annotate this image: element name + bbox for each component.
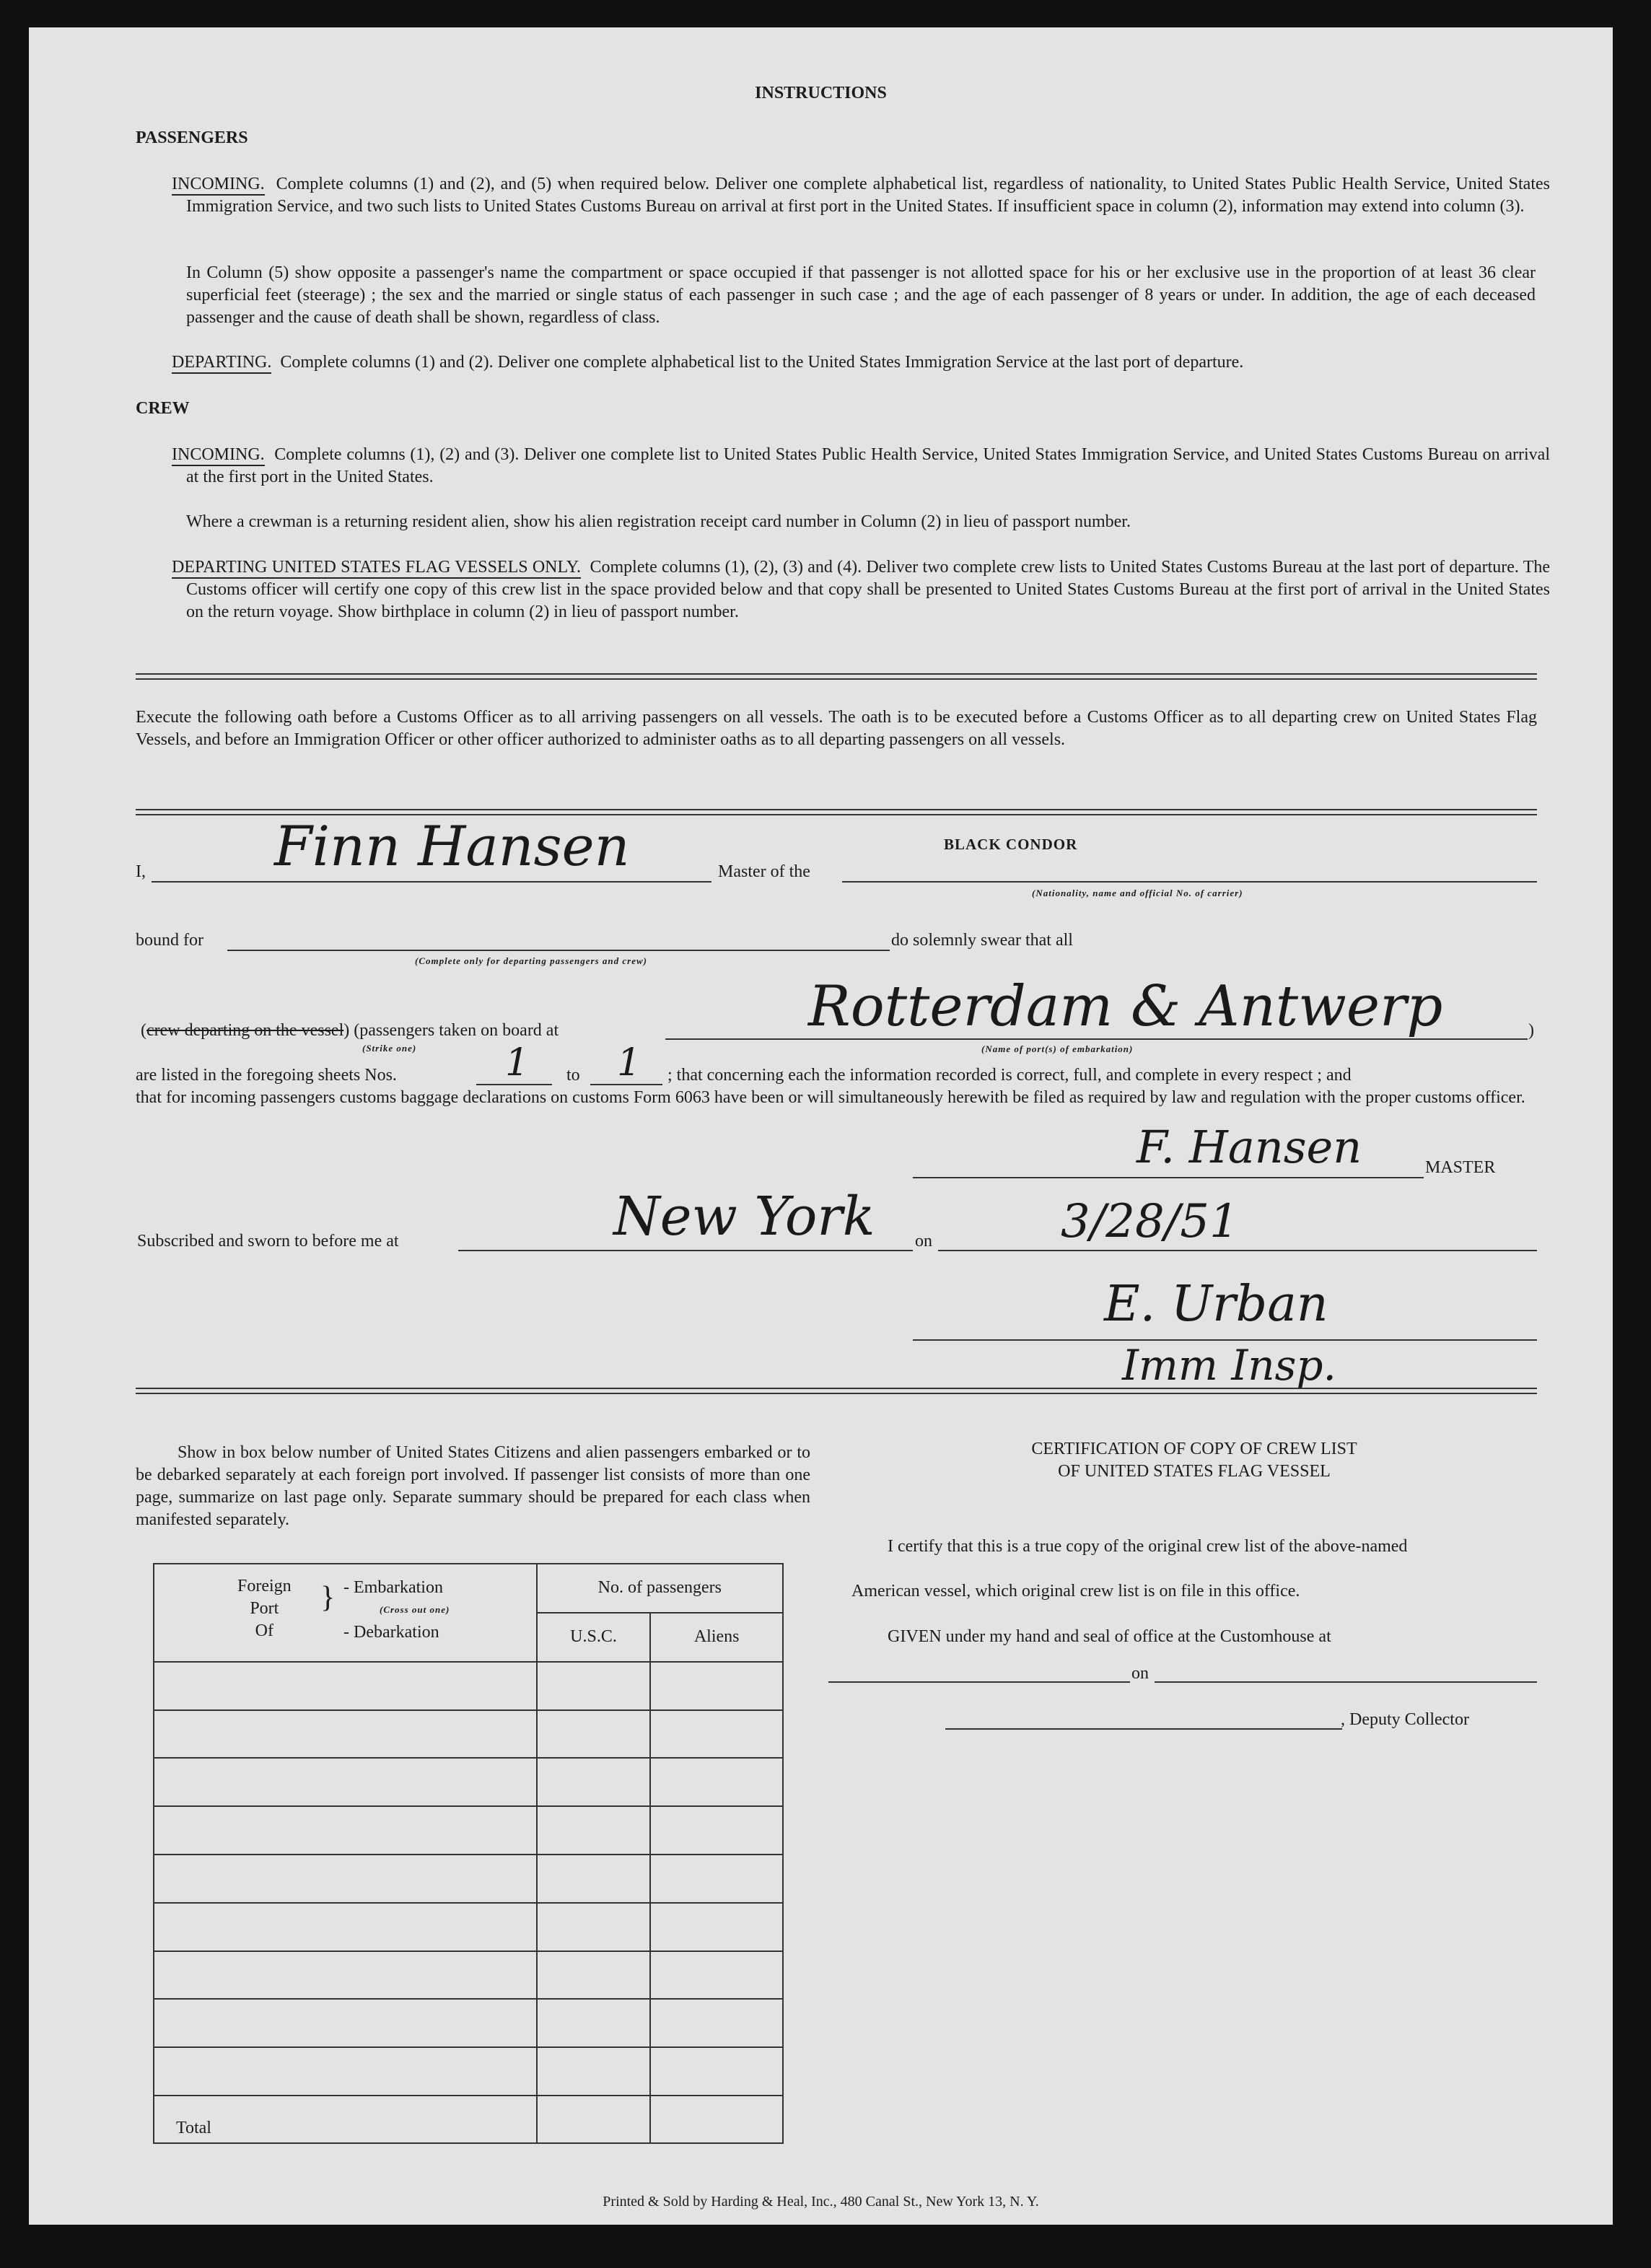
port-cell[interactable] xyxy=(154,1662,537,1710)
certify-text: I certify that this is a true copy of the original crew list of the above-named xyxy=(888,1537,1408,1556)
given-text: GIVEN under my hand and seal of office at the Customhouse at xyxy=(888,1627,1331,1646)
sheets-label: are listed in the foregoing sheets Nos. xyxy=(136,1066,397,1085)
passengers-heading: PASSENGERS xyxy=(136,128,248,147)
port-cell[interactable] xyxy=(154,2047,537,2096)
passenger-summary-table xyxy=(153,1563,784,2144)
crew-alien-paragraph: Where a crewman is a returning resident alien, show his alien registration receipt card number in Column (2) in lieu of passport number. xyxy=(186,512,1131,531)
aliens-cell[interactable] xyxy=(650,1903,783,1951)
master-of-label: Master of the xyxy=(718,862,810,881)
declaration-text: that for incoming passengers customs baggage declarations on customs Form 6063 have been or will simultaneously herewith be filed as required by law and regulation with the proper customs officer. xyxy=(136,1088,1525,1107)
sworn-place-handwritten: New York xyxy=(613,1186,875,1248)
crew-list-form-page xyxy=(29,27,1613,2225)
sheet-from-handwritten: 1 xyxy=(505,1041,530,1085)
port-cell[interactable] xyxy=(154,1999,537,2047)
passengers-incoming-text: Complete columns (1) and (2), and (5) when required below. Deliver one complete alphabetical list, regardless of nationality, to United States Public Health Service, United States Immigration Service, and two such lists to United States Customs Bureau on arrival at first port in the United States. If insufficient space in column (2), information may extend into column (3). xyxy=(186,175,1550,216)
port-cell[interactable] xyxy=(154,1758,537,1806)
certify-vessel-text: American vessel, which original crew list is on file in this office. xyxy=(851,1582,1300,1601)
table-row xyxy=(154,1999,783,2047)
aliens-cell[interactable] xyxy=(650,1758,783,1806)
sheet-to-handwritten: 1 xyxy=(617,1041,641,1085)
debarkation-label: - Debarkation xyxy=(343,1622,439,1642)
sworn-date-handwritten: 3/28/51 xyxy=(1061,1195,1239,1248)
master-label: MASTER xyxy=(1425,1158,1496,1177)
sworn-date-line xyxy=(938,1250,1537,1251)
customhouse-line xyxy=(828,1681,1130,1683)
usc-header: U.S.C. xyxy=(537,1613,651,1662)
of-label: Of xyxy=(255,1621,273,1640)
bound-for-label: bound for xyxy=(136,931,203,950)
aliens-cell[interactable] xyxy=(650,2047,783,2096)
table-row xyxy=(154,1951,783,2000)
passengers-departing-label: DEPARTING. xyxy=(172,353,271,374)
usc-cell[interactable] xyxy=(537,1951,651,2000)
total-label: Total xyxy=(154,2096,537,2143)
table-row xyxy=(154,1855,783,1903)
aliens-header: Aliens xyxy=(650,1613,783,1662)
strike-caption: (Strike one) xyxy=(362,1043,417,1054)
sworn-on-label: on xyxy=(915,1232,932,1251)
passengers-departing-paragraph xyxy=(172,351,1536,374)
usc-cell[interactable] xyxy=(537,1662,651,1710)
master-name-handwritten: Finn Hansen xyxy=(274,814,630,878)
table-row xyxy=(154,1758,783,1806)
sworn-place-line xyxy=(458,1250,913,1251)
certification-title-line2: OF UNITED STATES FLAG VESSEL xyxy=(1058,1462,1331,1481)
embarkation-caption: (Name of port(s) of embarkation) xyxy=(981,1043,1134,1054)
printer-footer: Printed & Sold by Harding & Heal, Inc., 480 Canal St., New York 13, N. Y. xyxy=(603,2194,1039,2210)
aliens-cell[interactable] xyxy=(650,1662,783,1710)
close-paren: ) xyxy=(1528,1021,1534,1040)
officer-signature-handwritten: E. Urban xyxy=(1104,1276,1328,1333)
foreign-port-of-label xyxy=(237,1575,292,1642)
deputy-collector-label: , Deputy Collector xyxy=(1341,1710,1469,1729)
port-cell[interactable] xyxy=(154,1710,537,1759)
port-cell[interactable] xyxy=(154,1806,537,1855)
certification-on-label: on xyxy=(1131,1664,1149,1683)
aliens-total-cell[interactable] xyxy=(650,2096,783,2143)
divider xyxy=(136,673,1537,675)
to-label: to xyxy=(566,1066,580,1085)
crew-incoming-paragraph xyxy=(172,444,1550,489)
vessel-line xyxy=(842,881,1537,883)
port-cell[interactable] xyxy=(154,1903,537,1951)
certification-title xyxy=(851,1438,1537,1483)
usc-cell[interactable] xyxy=(537,2047,651,2096)
vessel-caption: (Nationality, name and official No. of carrier) xyxy=(1032,888,1243,898)
aliens-cell[interactable] xyxy=(650,1855,783,1903)
usc-cell[interactable] xyxy=(537,1806,651,1855)
i-label: I, xyxy=(136,862,146,881)
officer-title-handwritten: Imm Insp. xyxy=(1122,1341,1336,1390)
instructions-title: INSTRUCTIONS xyxy=(755,84,887,102)
total-row xyxy=(154,2096,783,2143)
table-row xyxy=(154,1903,783,1951)
brace-icon: } xyxy=(320,1580,336,1614)
port-label: Port xyxy=(250,1598,279,1618)
aliens-cell[interactable] xyxy=(650,1999,783,2047)
crew-departing-text: Complete columns (1), (2), (3) and (4). Deliver two complete crew lists to United States Customs Bureau at the last port of departure. The Customs officer will certify one copy of this crew list in the space provided below and that copy shall be presented to United States Customs Bureau at the first port of arrival in the United States on the return voyage. Show birthplace in column (2) in lieu of passport number. xyxy=(186,558,1551,621)
usc-cell[interactable] xyxy=(537,1758,651,1806)
aliens-cell[interactable] xyxy=(650,1710,783,1759)
crew-incoming-label: INCOMING. xyxy=(172,445,265,466)
usc-cell[interactable] xyxy=(537,1999,651,2047)
embarkation-label: - Embarkation xyxy=(343,1577,443,1597)
certification-title-line1: CERTIFICATION OF COPY OF CREW LIST xyxy=(1031,1440,1357,1458)
usc-cell[interactable] xyxy=(537,1710,651,1759)
divider xyxy=(136,678,1537,680)
crew-incoming-text: Complete columns (1), (2) and (3). Deliver one complete list to United States Public Health Service, United States Immigration Service, and United States Customs Bureau on arrival at the first port in the United States. xyxy=(186,445,1551,486)
usc-total-cell[interactable] xyxy=(537,2096,651,2143)
vessel-stamp: BLACK CONDOR xyxy=(944,836,1078,853)
divider xyxy=(136,1393,1537,1394)
crew-departing-struck: crew departing on the vessel xyxy=(146,1021,344,1040)
sworn-label: Subscribed and sworn to before me at xyxy=(137,1232,399,1251)
embarkation-ports-handwritten: Rotterdam & Antwerp xyxy=(808,974,1443,1039)
table-row xyxy=(154,1710,783,1759)
port-header-cell xyxy=(154,1564,537,1662)
passengers-column5-paragraph: In Column (5) show opposite a passenger's name the compartment or space occupied if that passenger is not allotted space for his or her exclusive use in the proportion of at least 36 clear superficial feet (steerage) ; the sex and the married or single status of each passenger in such case ; and the age of each passenger of 8 years or under. In addition, the age of each deceased passenger and the cause of death shall be shown, regardless of class. xyxy=(186,263,1536,327)
table-row xyxy=(154,1806,783,1855)
summary-instructions: Show in box below number of United States Citizens and alien passengers embarked or to be debarked separately at each foreign port involved. If passenger list consists of more than one page, summarize on last page only. Separate summary should be prepared for each class when manifested separately. xyxy=(136,1443,810,1529)
crew-or-passengers-line xyxy=(141,1020,559,1042)
sheets-rest: ; that concerning each the information recorded is correct, full, and complete in every respect ; and xyxy=(667,1066,1352,1085)
usc-cell[interactable] xyxy=(537,1903,651,1951)
usc-cell[interactable] xyxy=(537,1855,651,1903)
foreign-label: Foreign xyxy=(237,1576,292,1595)
table-row xyxy=(154,2047,783,2096)
cross-out-caption: (Cross out one) xyxy=(380,1603,450,1615)
master-signature-handwritten: F. Hansen xyxy=(1137,1121,1362,1173)
bound-for-caption: (Complete only for departing passengers and crew) xyxy=(415,955,647,966)
passengers-incoming-label: INCOMING. xyxy=(172,175,265,196)
deputy-collector-line xyxy=(945,1728,1342,1730)
crew-departing-paragraph xyxy=(172,556,1550,623)
port-cell[interactable] xyxy=(154,1855,537,1903)
master-name-line xyxy=(152,881,711,883)
swear-label: do solemnly swear that all xyxy=(891,931,1073,950)
passengers-incoming-paragraph xyxy=(172,173,1550,218)
aliens-cell[interactable] xyxy=(650,1951,783,2000)
certification-date-line xyxy=(1155,1681,1537,1683)
passengers-departing-text: Complete columns (1) and (2). Deliver one complete alphabetical list to the United States Immigration Service at the last port of departure. xyxy=(280,353,1244,372)
master-signature-line xyxy=(913,1177,1424,1178)
passengers-taken-label: ) (passengers taken on board at xyxy=(343,1021,559,1040)
open-paren: ( xyxy=(141,1021,146,1040)
crew-departing-label: DEPARTING UNITED STATES FLAG VESSELS ONLY. xyxy=(172,558,581,579)
table-row xyxy=(154,1662,783,1710)
oath-intro: Execute the following oath before a Customs Officer as to all arriving passengers on all vessels. The oath is to be executed before a Customs Officer as to all departing crew on United States Flag Vessels, and before an Immigration Officer or other officer authorized to administer oaths as to all departing passengers on all vessels. xyxy=(136,708,1537,749)
divider xyxy=(136,1388,1537,1389)
crew-heading: CREW xyxy=(136,399,190,418)
port-cell[interactable] xyxy=(154,1951,537,2000)
divider xyxy=(136,809,1537,810)
bound-for-line xyxy=(227,950,890,951)
aliens-cell[interactable] xyxy=(650,1806,783,1855)
no-of-passengers-header: No. of passengers xyxy=(537,1564,783,1613)
